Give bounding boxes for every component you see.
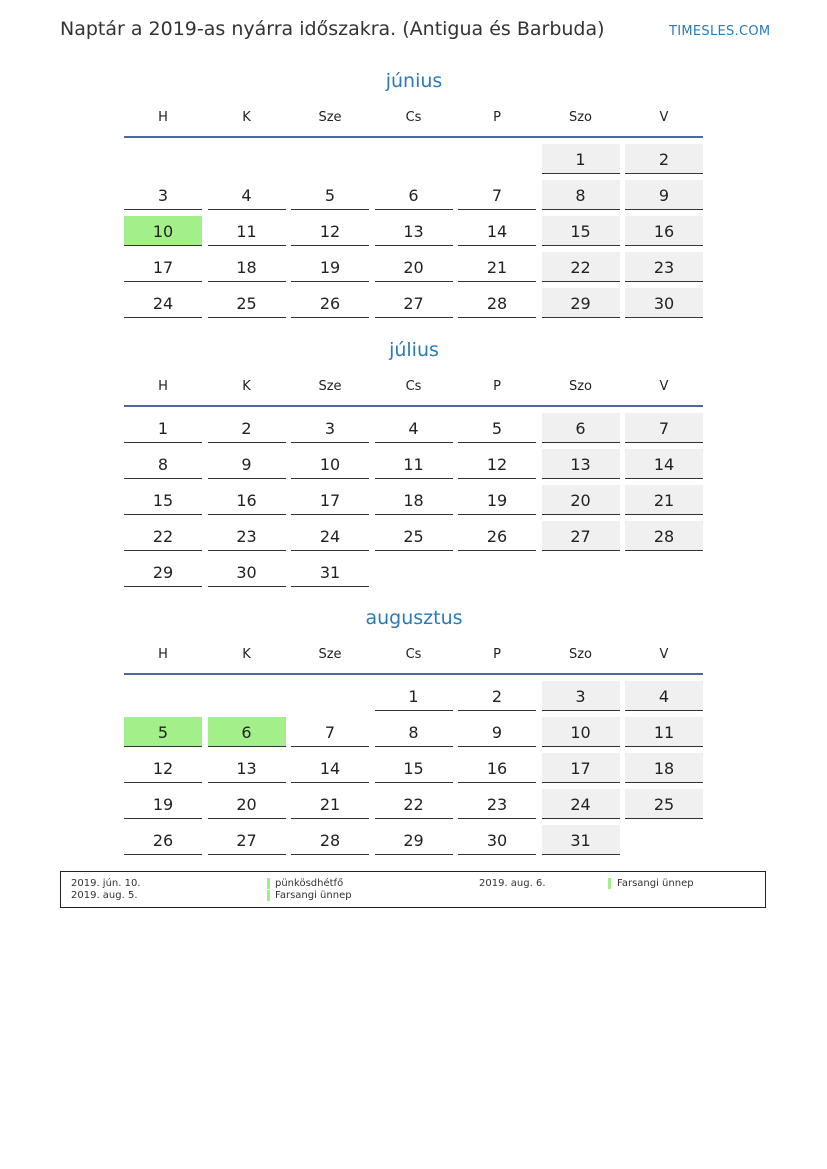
day-cell[interactable]: 8 xyxy=(124,449,202,479)
weekday-label: H xyxy=(158,647,168,662)
day-cell[interactable]: 2 xyxy=(625,144,703,174)
weekday-label: Szo xyxy=(568,379,593,394)
day-cell[interactable]: 30 xyxy=(458,825,536,855)
day-cell[interactable]: 26 xyxy=(124,825,202,855)
day-cell[interactable]: 16 xyxy=(458,753,536,783)
weekday-label: K xyxy=(242,379,251,394)
day-cell[interactable]: 6 xyxy=(375,180,453,210)
day-cell[interactable]: 8 xyxy=(375,717,453,747)
day-cell[interactable]: 7 xyxy=(625,413,703,443)
day-cell[interactable]: 12 xyxy=(291,216,369,246)
day-cell[interactable]: 11 xyxy=(625,717,703,747)
day-cell[interactable]: 13 xyxy=(208,753,286,783)
legend-color-marker xyxy=(267,890,270,901)
day-cell[interactable]: 27 xyxy=(542,521,620,551)
day-cell[interactable]: 30 xyxy=(208,557,286,587)
day-cell[interactable]: 24 xyxy=(542,789,620,819)
header-rule xyxy=(124,136,703,138)
day-cell[interactable]: 30 xyxy=(625,288,703,318)
day-cell[interactable]: 28 xyxy=(458,288,536,318)
day-cell[interactable]: 21 xyxy=(291,789,369,819)
weekday-label: V xyxy=(659,379,669,394)
weekday-label: K xyxy=(242,647,251,662)
day-cell[interactable]: 3 xyxy=(291,413,369,443)
day-cell[interactable]: 1 xyxy=(124,413,202,443)
day-cell[interactable]: 20 xyxy=(542,485,620,515)
weekday-label: K xyxy=(242,110,251,125)
day-cell[interactable]: 11 xyxy=(375,449,453,479)
day-cell[interactable]: 14 xyxy=(291,753,369,783)
day-cell[interactable]: 19 xyxy=(458,485,536,515)
weekday-label: V xyxy=(659,110,669,125)
day-cell[interactable]: 28 xyxy=(291,825,369,855)
legend-date: 2019. jún. 10. xyxy=(71,878,141,889)
day-cell[interactable]: 12 xyxy=(124,753,202,783)
month-title: július xyxy=(389,339,439,361)
day-cell[interactable]: 23 xyxy=(458,789,536,819)
day-cell[interactable]: 9 xyxy=(208,449,286,479)
day-cell[interactable]: 24 xyxy=(124,288,202,318)
day-cell[interactable]: 14 xyxy=(458,216,536,246)
weekday-label: P xyxy=(493,379,501,394)
holiday-day-cell[interactable]: 5 xyxy=(124,717,202,747)
month-title: augusztus xyxy=(365,607,463,629)
brand-logo-text[interactable]: TIMESLES.COM xyxy=(669,24,771,39)
day-cell[interactable]: 25 xyxy=(375,521,453,551)
day-cell[interactable]: 18 xyxy=(625,753,703,783)
weekday-label: Sze xyxy=(318,647,342,662)
day-cell[interactable]: 4 xyxy=(625,681,703,711)
day-cell[interactable]: 22 xyxy=(124,521,202,551)
day-cell[interactable]: 18 xyxy=(208,252,286,282)
day-cell[interactable]: 12 xyxy=(458,449,536,479)
day-cell[interactable]: 22 xyxy=(375,789,453,819)
weekday-label: V xyxy=(659,647,669,662)
day-cell[interactable]: 23 xyxy=(625,252,703,282)
day-cell[interactable]: 17 xyxy=(124,252,202,282)
day-cell[interactable]: 27 xyxy=(375,288,453,318)
day-cell[interactable]: 5 xyxy=(458,413,536,443)
day-cell[interactable]: 17 xyxy=(542,753,620,783)
day-cell[interactable]: 3 xyxy=(124,180,202,210)
day-cell[interactable]: 29 xyxy=(124,557,202,587)
weekday-label: Cs xyxy=(405,110,422,125)
holiday-day-cell[interactable]: 6 xyxy=(208,717,286,747)
day-cell[interactable]: 27 xyxy=(208,825,286,855)
day-cell[interactable]: 8 xyxy=(542,180,620,210)
day-cell[interactable]: 1 xyxy=(542,144,620,174)
day-cell[interactable]: 15 xyxy=(542,216,620,246)
month-title: június xyxy=(385,70,443,92)
weekday-header-row xyxy=(124,379,704,399)
day-cell[interactable]: 18 xyxy=(375,485,453,515)
day-cell[interactable]: 2 xyxy=(458,681,536,711)
weekday-label: H xyxy=(158,379,168,394)
day-cell[interactable]: 29 xyxy=(375,825,453,855)
day-cell[interactable]: 16 xyxy=(625,216,703,246)
day-cell[interactable]: 4 xyxy=(208,180,286,210)
day-cell[interactable]: 26 xyxy=(291,288,369,318)
day-cell[interactable]: 24 xyxy=(291,521,369,551)
page-title: Naptár a 2019-as nyárra időszakra. (Antigua és Barbuda) xyxy=(60,18,605,40)
day-cell[interactable]: 13 xyxy=(542,449,620,479)
weekday-header-row xyxy=(124,647,704,667)
day-cell[interactable]: 23 xyxy=(208,521,286,551)
day-cell[interactable]: 31 xyxy=(291,557,369,587)
weekday-label: Szo xyxy=(568,110,593,125)
day-cell[interactable]: 26 xyxy=(458,521,536,551)
day-cell[interactable]: 22 xyxy=(542,252,620,282)
day-cell[interactable]: 20 xyxy=(375,252,453,282)
legend-color-marker xyxy=(608,878,611,889)
day-cell[interactable]: 10 xyxy=(542,717,620,747)
legend-holiday-name: Farsangi ünnep xyxy=(275,890,352,901)
day-cell[interactable]: 11 xyxy=(208,216,286,246)
day-cell[interactable]: 13 xyxy=(375,216,453,246)
header-rule xyxy=(124,405,703,407)
day-cell[interactable]: 21 xyxy=(625,485,703,515)
holiday-day-cell[interactable]: 10 xyxy=(124,216,202,246)
weekday-label: Cs xyxy=(405,647,422,662)
day-cell[interactable]: 20 xyxy=(208,789,286,819)
day-cell[interactable]: 29 xyxy=(542,288,620,318)
day-cell[interactable]: 7 xyxy=(458,180,536,210)
day-cell[interactable]: 28 xyxy=(625,521,703,551)
day-cell[interactable]: 15 xyxy=(375,753,453,783)
day-cell[interactable]: 25 xyxy=(625,789,703,819)
day-cell[interactable]: 16 xyxy=(208,485,286,515)
weekday-label: P xyxy=(493,647,501,662)
day-cell[interactable]: 9 xyxy=(625,180,703,210)
day-cell[interactable]: 10 xyxy=(291,449,369,479)
day-cell[interactable]: 2 xyxy=(208,413,286,443)
weekday-label: Cs xyxy=(405,379,422,394)
day-cell[interactable]: 7 xyxy=(291,717,369,747)
day-cell[interactable]: 21 xyxy=(458,252,536,282)
day-cell[interactable]: 31 xyxy=(542,825,620,855)
day-cell[interactable]: 9 xyxy=(458,717,536,747)
day-cell[interactable]: 15 xyxy=(124,485,202,515)
legend-color-marker xyxy=(267,878,270,889)
day-cell[interactable]: 19 xyxy=(124,789,202,819)
day-cell[interactable]: 4 xyxy=(375,413,453,443)
weekday-label: P xyxy=(493,110,501,125)
weekday-label: Szo xyxy=(568,647,593,662)
day-cell[interactable]: 1 xyxy=(375,681,453,711)
day-cell[interactable]: 25 xyxy=(208,288,286,318)
day-cell[interactable]: 6 xyxy=(542,413,620,443)
day-cell[interactable]: 14 xyxy=(625,449,703,479)
header-rule xyxy=(124,673,703,675)
day-cell[interactable]: 17 xyxy=(291,485,369,515)
legend-date: 2019. aug. 6. xyxy=(479,878,546,889)
weekday-label: Sze xyxy=(318,110,342,125)
day-cell[interactable]: 3 xyxy=(542,681,620,711)
day-cell[interactable]: 19 xyxy=(291,252,369,282)
weekday-label: H xyxy=(158,110,168,125)
legend-date: 2019. aug. 5. xyxy=(71,890,138,901)
legend-holiday-name: pünkösdhétfő xyxy=(275,878,344,889)
weekday-label: Sze xyxy=(318,379,342,394)
legend-holiday-name: Farsangi ünnep xyxy=(617,878,694,889)
weekday-header-row xyxy=(124,110,704,130)
day-cell[interactable]: 5 xyxy=(291,180,369,210)
holiday-legend xyxy=(60,871,766,908)
